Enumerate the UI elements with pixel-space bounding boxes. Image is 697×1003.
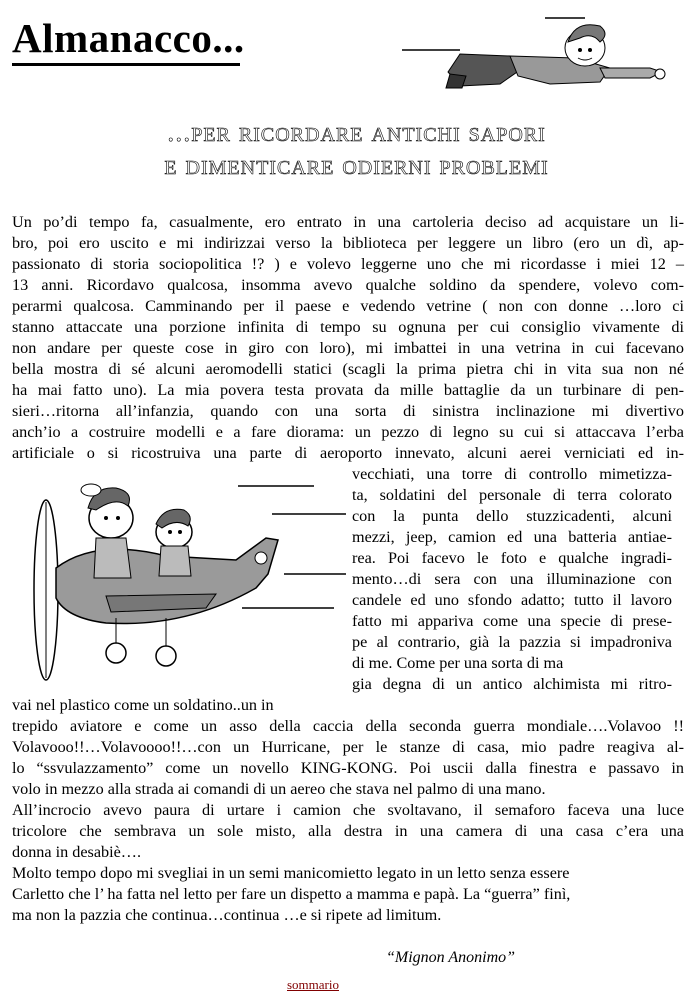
text-line: perarmi qualcosa. Camminando per il paese e vedendo vetrine ( non con donne …loro ci bbox=[12, 297, 684, 315]
text-line: All’incrocio avevo paura di urtare i camion che svoltavano, il semaforo faceva una luce bbox=[12, 801, 684, 819]
text-line: stanno attaccate una porzione infinita di tempo su ognuna per cui consiglio vivamente di bbox=[12, 318, 684, 336]
text-line: Volavooo!!…Volavoooo!!…con un Hurricane, per le stanze di casa, mio padre reagiva al- bbox=[12, 738, 684, 756]
text-line: Carletto che l’ ha fatta nel letto per fare un dispetto a mamma e papà. La “guerra” finì, bbox=[12, 885, 571, 903]
text-line: di me. Come per una sorta di ma bbox=[352, 654, 564, 672]
subtitle-line-2: e dimenticare odierni problemi bbox=[164, 150, 549, 181]
subtitle-line-1: ...per ricordare antichi sapori bbox=[167, 117, 546, 148]
article-paragraph-top bbox=[12, 212, 684, 464]
text-line: Molto tempo dopo mi svegliai in un semi manicomietto legato in un letto senza essere bbox=[12, 864, 570, 882]
text-line: fatto mi appariva come una specie di prese- bbox=[352, 612, 672, 630]
flying-man-illustration bbox=[400, 12, 690, 92]
title-underline bbox=[12, 63, 240, 66]
text-line: volo in mezzo alla strada ai comandi di un aereo che stava nel palmo di una mano. bbox=[12, 780, 546, 798]
text-line: sieri…ritorna all’infanzia, quando con una sorta di sinistra inclinazione mi divertivo bbox=[12, 402, 684, 420]
text-line: mento…di sera con una illuminazione con bbox=[352, 570, 672, 588]
text-line: pe al contrario, già la pazzia si impadroniva bbox=[352, 633, 672, 651]
text-line: trepido aviatore e come un asso della caccia della seconda guerra mondiale….Volavoo !! bbox=[12, 717, 684, 735]
text-line: vecchiati, una torre di controllo mimetizza- bbox=[352, 465, 672, 483]
text-line: lo “ssvulazzamento” come un novello KING-KONG. Poi uscii dalla finestra e passavo in bbox=[12, 759, 684, 777]
text-line: candele ed uno sfondo adatto; tutto il lavoro bbox=[352, 591, 672, 609]
text-line: ta, soldatini del personale di terra colorato bbox=[352, 486, 672, 504]
airplane-cartoon-illustration bbox=[16, 478, 346, 698]
text-line: non andare per queste cose in giro con loro), mi imbattei in una vetrina in cui facevano bbox=[12, 339, 684, 357]
text-line: rea. Poi facevo le foto e qualche ingradi- bbox=[352, 549, 672, 567]
text-line: donna in desabiè…. bbox=[12, 843, 142, 861]
page-title: Almanacco... bbox=[12, 15, 245, 61]
text-line: gia degna di un antico alchimista mi ritro- bbox=[352, 675, 672, 693]
text-line: artificiale o si ricostruiva una parte di aeroporto innevato, alcuni aerei verniciati ed in- bbox=[12, 444, 684, 462]
text-line: ha mai fatto uno). La mia povera testa provata da mille battaglie da un turbinare di pen- bbox=[12, 381, 684, 399]
article-paragraph-bottom bbox=[12, 695, 684, 926]
text-line: 13 anni. Ricordavo qualcosa, insomma avevo qualche soldino da spendere, volevo com- bbox=[12, 276, 684, 294]
text-line: Un po’di tempo fa, casualmente, ero entrato in una cartoleria deciso ad acquistare un li- bbox=[12, 213, 684, 231]
text-line: passionato di storia sociopolitica !? ) e volevo leggerne uno che mi ricordasse i miei 12 – bbox=[12, 255, 684, 273]
text-line: mezzi, jeep, camion ed una batteria antiae- bbox=[352, 528, 672, 546]
sommario-link[interactable]: sommario bbox=[287, 977, 339, 992]
text-line: anch’io a costruire modelli e a fare diorama: un pezzo di legno su cui si attaccava l’erba bbox=[12, 423, 684, 441]
text-line: bro, poi ero uscito e mi indirizzai verso la biblioteca per leggere un libro (ero un dì, ap- bbox=[12, 234, 684, 252]
text-line: tricolore che sembrava un sole misto, alla destra in una camera di una casa c’era una bbox=[12, 822, 684, 840]
article-paragraph-wrap bbox=[352, 464, 672, 695]
text-line: con la punta dello stuzzicadenti, alcuni bbox=[352, 507, 672, 525]
author-signature: “Mignon Anonimo” bbox=[386, 949, 516, 966]
text-line: bella mostra di sé alcuni aeromodelli statici (scagli la prima pietra chi in vita sua non né bbox=[12, 360, 684, 378]
text-line: vai nel plastico come un soldatino..un in bbox=[12, 696, 274, 714]
text-line: ma non la pazzia che continua…continua …e si ripete ad limitum. bbox=[12, 906, 442, 924]
